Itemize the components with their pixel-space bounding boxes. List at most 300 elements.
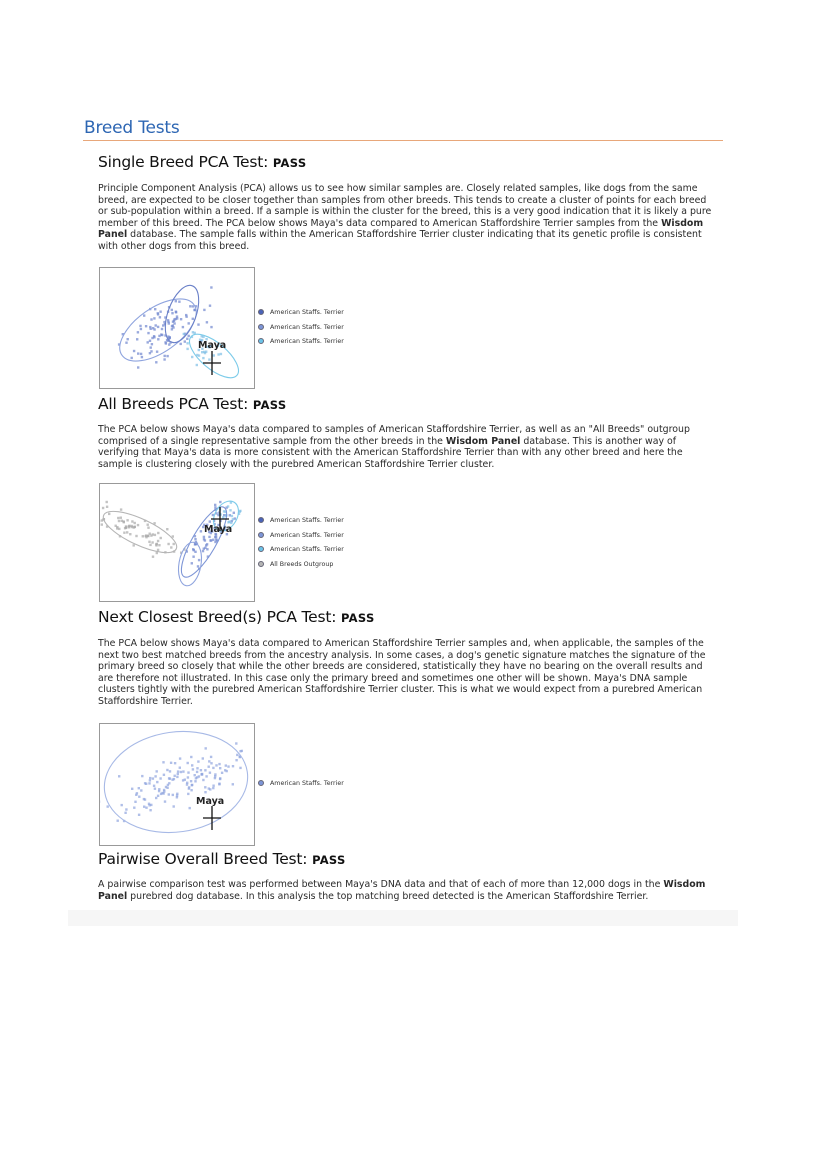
scatter-point: [160, 333, 162, 335]
scatter-point: [171, 325, 173, 327]
scatter-point: [206, 321, 208, 323]
scatter-point: [190, 756, 192, 758]
legend-item: [258, 338, 344, 353]
scatter-point: [150, 346, 152, 348]
scatter-point: [128, 525, 130, 527]
scatter-point: [209, 305, 211, 307]
scatter-point: [210, 756, 212, 758]
scatter-point: [101, 523, 103, 525]
scatter-point: [166, 355, 168, 357]
scatter-point: [134, 801, 136, 803]
scatter-point: [164, 800, 166, 802]
section-title: Breed Tests: [84, 118, 180, 138]
scatter-point: [208, 760, 210, 762]
scatter-point: [212, 767, 214, 769]
cluster-ellipse: [100, 724, 254, 842]
test-paragraph: [98, 424, 713, 470]
scatter-point: [148, 541, 150, 543]
scatter-point: [117, 517, 119, 519]
scatter-point: [143, 806, 145, 808]
scatter-point: [203, 536, 205, 538]
scatter-point: [157, 795, 159, 797]
scatter-point: [117, 820, 119, 822]
scatter-point: [188, 787, 190, 789]
scatter-point: [127, 338, 129, 340]
scatter-point: [239, 510, 241, 512]
test-paragraph: [98, 638, 713, 708]
scatter-point: [154, 308, 156, 310]
scatter-point: [191, 784, 193, 786]
scatter-point: [209, 539, 211, 541]
scatter-point: [187, 793, 189, 795]
scatter-point: [168, 782, 170, 784]
scatter-point: [196, 364, 198, 366]
cluster-ellipse: [175, 540, 204, 587]
scatter-point: [139, 325, 141, 327]
scatter-point: [209, 520, 211, 522]
scatter-point: [163, 358, 165, 360]
scatter-point: [145, 325, 147, 327]
legend-item: [258, 780, 344, 795]
scatter-point: [168, 793, 170, 795]
scatter-point: [176, 315, 178, 317]
legend-item: [258, 532, 344, 547]
scatter-point: [148, 782, 150, 784]
scatter-point: [171, 312, 173, 314]
scatter-point: [159, 316, 161, 318]
scatter-point: [186, 783, 188, 785]
scatter-point: [171, 309, 173, 311]
scatter-point: [106, 501, 108, 503]
scatter-point: [177, 770, 179, 772]
test-paragraph: [98, 879, 713, 902]
scatter-point: [156, 781, 158, 783]
scatter-point: [168, 777, 170, 779]
scatter-point: [218, 783, 220, 785]
scatter-point: [232, 518, 234, 520]
legend-marker: [258, 517, 264, 523]
scatter-point: [219, 778, 221, 780]
legend-label: American Staffs. Terrier: [270, 309, 344, 316]
scatter-point: [178, 301, 180, 303]
legend-marker: [258, 561, 264, 567]
paragraph-text: The PCA below shows Maya's data compared to samples of American Staffordshire Terrier, as well as an "All Breeds" outgroup comprised of a single representative sample from the other breeds in the: [98, 424, 690, 447]
scatter-point: [147, 527, 149, 529]
scatter-point: [210, 762, 212, 764]
plot-legend: [258, 780, 344, 795]
scatter-point: [205, 747, 207, 749]
scatter-point: [145, 536, 147, 538]
scatter-point: [156, 351, 158, 353]
scatter-point: [161, 792, 163, 794]
legend-marker: [258, 309, 264, 315]
legend-marker: [258, 780, 264, 786]
scatter-point: [151, 343, 153, 345]
scatter-point: [150, 350, 152, 352]
scatter-point: [206, 548, 208, 550]
scatter-point: [170, 546, 172, 548]
scatter-point: [232, 765, 234, 767]
scatter-point: [224, 769, 226, 771]
scatter-point: [126, 519, 128, 521]
scatter-point: [168, 343, 170, 345]
scatter-point: [219, 501, 221, 503]
scatter-point: [118, 520, 120, 522]
scatter-point: [106, 506, 108, 508]
scatter-point: [149, 777, 151, 779]
legend-label: American Staffs. Terrier: [270, 323, 344, 331]
scatter-point: [141, 775, 143, 777]
scatter-point: [192, 305, 194, 307]
sample-label: Maya: [198, 340, 227, 351]
scatter-point: [150, 318, 152, 320]
scatter-point: [186, 338, 188, 340]
scatter-point: [151, 541, 153, 543]
scatter-point: [194, 780, 196, 782]
test-heading-text: Single Breed PCA Test:: [98, 153, 269, 171]
scatter-point: [189, 305, 191, 307]
test-heading-text: Next Closest Breed(s) PCA Test:: [98, 608, 337, 626]
scatter-point: [157, 326, 159, 328]
scatter-point: [187, 771, 189, 773]
scatter-point: [188, 335, 190, 337]
scatter-point: [212, 787, 214, 789]
scatter-point: [154, 788, 156, 790]
scatter-point: [213, 354, 215, 356]
legend-item: [258, 324, 344, 339]
scatter-point: [192, 331, 194, 333]
scatter-point: [186, 342, 188, 344]
scatter-point: [159, 777, 161, 779]
scatter-point: [194, 774, 196, 776]
scatter-point: [136, 338, 138, 340]
scatter-point: [144, 782, 146, 784]
scatter-point: [212, 539, 214, 541]
scatter-point: [222, 516, 224, 518]
scatter-point: [180, 318, 182, 320]
scatter-point: [155, 543, 157, 545]
scatter-point: [143, 314, 145, 316]
brand-name: Wisdom Panel: [98, 879, 706, 902]
scatter-point: [152, 327, 154, 329]
scatter-point: [236, 754, 238, 756]
scatter-point: [187, 762, 189, 764]
pca-plot-next-closest: [99, 723, 255, 846]
scatter-point: [137, 331, 139, 333]
scatter-point: [133, 807, 135, 809]
brand-name: Wisdom Panel: [98, 217, 704, 241]
legend-marker: [258, 532, 264, 538]
scatter-point: [196, 771, 198, 773]
scatter-point: [173, 318, 175, 320]
scatter-point: [136, 792, 138, 794]
scatter-point: [198, 559, 200, 561]
scatter-point: [149, 809, 151, 811]
scatter-point: [138, 796, 140, 798]
scatter-point: [158, 790, 160, 792]
scatter-point: [197, 760, 199, 762]
scatter-point: [158, 544, 160, 546]
paragraph-text: database. This is another way of verifying that Maya's data is more consistent with the American Staffordshire Terrier than with any other breed and here the sample is clustering closely with the purebred American Staffordshire Terrier cluster.: [98, 435, 683, 470]
scatter-point: [134, 522, 136, 524]
scatter-point: [157, 549, 159, 551]
brand-name: Wisdom Panel: [445, 435, 521, 447]
scatter-point: [156, 770, 158, 772]
scatter-point: [107, 805, 109, 807]
test-result: PASS: [252, 398, 287, 412]
scatter-point: [217, 353, 219, 355]
scatter-point: [157, 313, 159, 315]
scatter-point: [192, 768, 194, 770]
paragraph-text: database. The sample falls within the American Staffordshire Terrier cluster indicating that its genetic profile is consistent with other dogs from this breed.: [98, 229, 702, 252]
scatter-point: [235, 759, 237, 761]
scatter-point: [172, 321, 174, 323]
scatter-point: [196, 767, 198, 769]
paragraph-text: Principle Component Analysis (PCA) allows us to see how similar samples are. Closely related samples, like dogs from the same breed, are expected to be closer together than samples from other breeds. This tends to create a cluster of points for each breed or sub-population within a breed. If a sample is within the cluster for the breed, this is a very good indication that it is likely a pure member of this breed. The PCA below shows Maya's data compared to American Staffordshire Terrier samples from the: [98, 183, 712, 229]
scatter-point: [173, 805, 175, 807]
scatter-point: [233, 512, 235, 514]
legend-label: American Staffs. Terrier: [270, 531, 344, 539]
scatter-point: [202, 779, 204, 781]
paragraph-text: A pairwise comparison test was performed between Maya's DNA data and that of each of more than 12,000 dogs in the: [98, 879, 664, 890]
plot-legend: [258, 517, 344, 575]
scatter-point: [208, 766, 210, 768]
scatter-point: [154, 775, 156, 777]
scatter-point: [131, 525, 133, 527]
scatter-point: [175, 311, 177, 313]
scatter-point: [182, 770, 184, 772]
scatter-point: [180, 343, 182, 345]
scatter-point: [143, 798, 145, 800]
scatter-point: [229, 509, 231, 511]
scatter-point: [153, 785, 155, 787]
scatter-point: [227, 765, 229, 767]
legend-label: American Staffs. Terrier: [270, 780, 344, 787]
scatter-point: [140, 789, 142, 791]
scatter-point: [140, 328, 142, 330]
scatter-point: [176, 776, 178, 778]
scatter-point: [170, 762, 172, 764]
scatter-point: [192, 318, 194, 320]
scatter-point: [154, 534, 156, 536]
scatter-point: [184, 779, 186, 781]
cluster-ellipse: [174, 501, 235, 582]
scatter-point: [210, 326, 212, 328]
test-result: PASS: [341, 611, 375, 625]
scatter-point: [187, 776, 189, 778]
scatter-point: [131, 357, 133, 359]
scatter-point: [166, 769, 168, 771]
scatter-point: [208, 787, 210, 789]
legend-label: American Staffs. Terrier: [270, 546, 344, 553]
sample-label: Maya: [196, 796, 225, 807]
scatter-point: [232, 783, 234, 785]
section-divider: [83, 140, 723, 141]
scatter-point: [141, 356, 143, 358]
scatter-point: [101, 519, 103, 521]
scatter-point: [202, 550, 204, 552]
scatter-point: [124, 812, 126, 814]
scatter-point: [192, 556, 194, 558]
scatter-point: [157, 338, 159, 340]
scatter-point: [235, 742, 237, 744]
scatter-point: [159, 311, 161, 313]
scatter-point: [210, 286, 212, 288]
scatter-point: [161, 328, 163, 330]
scatter-point: [179, 757, 181, 759]
scatter-point: [147, 341, 149, 343]
scatter-point: [200, 769, 202, 771]
scatter-point: [225, 764, 227, 766]
scatter-point: [121, 804, 123, 806]
footer-band: [68, 910, 738, 926]
sample-label: Maya: [204, 524, 233, 535]
scatter-point: [193, 549, 195, 551]
scatter-point: [137, 352, 139, 354]
legend-label: American Staffs. Terrier: [270, 517, 344, 524]
scatter-point: [231, 515, 233, 517]
scatter-point: [125, 525, 127, 527]
scatter-point: [172, 794, 174, 796]
scatter-point: [149, 779, 151, 781]
scatter-point: [184, 340, 186, 342]
scatter-point: [129, 533, 131, 535]
scatter-point: [149, 340, 151, 342]
paragraph-text: The PCA below shows Maya's data compared to American Staffordshire Terrier samples and, when applicable, the samples of the next two best matched breeds from the ancestry analysis. In some cases, a dog's genetic signature matches the signature of the primary breed so closely that while the other breeds are considered, statistically they have no bearing on the overall results and are therefore not illustrated. In this case only the primary breed and sometimes one other will be shown. Maya's DNA sample clusters tightly with the purebred American Staffordshire Terrier cluster. This is what we would expect from a purebred American Staffordshire Terrier.: [98, 638, 706, 707]
scatter-point: [220, 353, 222, 355]
scatter-point: [214, 777, 216, 779]
test-heading-next-closest: [98, 608, 375, 626]
test-result: PASS: [272, 156, 307, 170]
scatter-point: [149, 544, 151, 546]
scatter-point: [153, 317, 155, 319]
scatter-point: [155, 797, 157, 799]
scatter-point: [126, 531, 128, 533]
scatter-point: [183, 333, 185, 335]
scatter-point: [133, 350, 135, 352]
legend-item: [258, 546, 344, 561]
pca-plot-single-breed: [99, 267, 255, 389]
scatter-point: [171, 779, 173, 781]
scatter-point: [138, 814, 140, 816]
scatter-point: [118, 775, 120, 777]
scatter-point: [157, 540, 159, 542]
scatter-point: [155, 361, 157, 363]
test-heading-single-breed: [98, 153, 306, 171]
scatter-point: [239, 767, 241, 769]
scatter-point: [215, 538, 217, 540]
scatter-point: [188, 322, 190, 324]
test-result: PASS: [312, 853, 346, 867]
scatter-point: [108, 513, 110, 515]
scatter-point: [215, 764, 217, 766]
scatter-point: [218, 763, 220, 765]
scatter-point: [125, 808, 127, 810]
scatter-point: [206, 543, 208, 545]
scatter-point: [142, 535, 144, 537]
cluster-ellipse: [100, 503, 182, 560]
legend-item: [258, 561, 344, 576]
scatter-point: [202, 357, 204, 359]
scatter-point: [163, 774, 165, 776]
test-heading-text: All Breeds PCA Test:: [98, 395, 249, 413]
scatter-point: [194, 538, 196, 540]
scatter-point: [120, 517, 122, 519]
scatter-point: [152, 777, 154, 779]
legend-item: [258, 309, 344, 324]
scatter-point: [221, 772, 223, 774]
scatter-point: [120, 508, 122, 510]
scatter-point: [155, 324, 157, 326]
scatter-point: [137, 524, 139, 526]
scatter-point: [131, 788, 133, 790]
scatter-point: [138, 787, 140, 789]
scatter-point: [185, 316, 187, 318]
cluster-ellipse: [159, 281, 206, 347]
scatter-point: [197, 565, 199, 567]
scatter-point: [180, 771, 182, 773]
scatter-point: [131, 520, 133, 522]
scatter-point: [196, 776, 198, 778]
scatter-point: [118, 528, 120, 530]
test-heading-pairwise: [98, 850, 346, 868]
scatter-point: [190, 780, 192, 782]
scatter-point: [190, 789, 192, 791]
scatter-point: [122, 520, 124, 522]
scatter-point: [123, 532, 125, 534]
scatter-point: [204, 539, 206, 541]
scatter-point: [162, 761, 164, 763]
scatter-point: [204, 769, 206, 771]
scatter-point: [204, 786, 206, 788]
scatter-point: [201, 773, 203, 775]
scatter-point: [214, 504, 216, 506]
scatter-point: [147, 332, 149, 334]
scatter-point: [186, 348, 188, 350]
scatter-point: [153, 336, 155, 338]
scatter-point: [175, 300, 177, 302]
scatter-point: [208, 358, 210, 360]
scatter-point: [202, 757, 204, 759]
scatter-point: [150, 328, 152, 330]
scatter-point: [212, 785, 214, 787]
scatter-point: [140, 353, 142, 355]
scatter-point: [157, 532, 159, 534]
scatter-point: [179, 767, 181, 769]
scatter-point: [150, 534, 152, 536]
scatter-point: [164, 355, 166, 357]
scatter-point: [167, 543, 169, 545]
scatter-point: [203, 548, 205, 550]
scatter-point: [227, 505, 229, 507]
scatter-point: [214, 541, 216, 543]
scatter-point: [200, 530, 202, 532]
pca-scatter: [100, 484, 254, 601]
test-paragraph: [98, 183, 713, 253]
scatter-point: [135, 535, 137, 537]
scatter-point: [145, 807, 147, 809]
scatter-point: [102, 507, 104, 509]
scatter-point: [177, 773, 179, 775]
scatter-point: [165, 342, 167, 344]
scatter-point: [209, 772, 211, 774]
scatter-point: [208, 536, 210, 538]
legend-label: All Breeds Outgroup: [270, 560, 334, 568]
legend-marker: [258, 324, 264, 330]
scatter-point: [219, 767, 221, 769]
legend-item: [258, 517, 344, 532]
test-heading-text: Pairwise Overall Breed Test:: [98, 850, 308, 868]
